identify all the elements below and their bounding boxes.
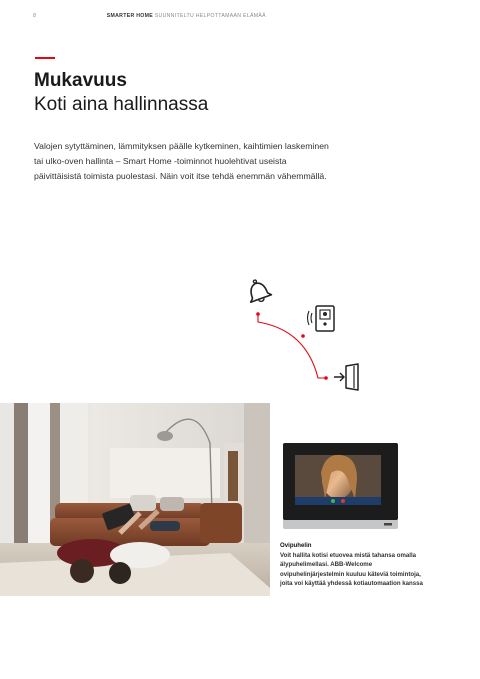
intro-line: tai ulko-oven hallinta – Smart Home -toiminnot huolehtivat useista xyxy=(34,156,287,166)
header-brand: SMARTER HOME xyxy=(106,13,154,19)
connector-dot-mid xyxy=(301,334,305,338)
caption-line: ovipuhelinjärjestelmin kuuluu käteviä toimintoja, xyxy=(280,570,421,578)
caption-line: Voit hallita kotisi etuovea mistä tahansa omalla xyxy=(280,551,417,559)
section-subtitle: Koti aina hallinnassa xyxy=(34,94,209,115)
page-header xyxy=(33,13,266,19)
header-tagline: SUUNNITELTU HELPOTTAMAAN ELÄMÄÄ xyxy=(154,13,266,19)
connector-dot-start xyxy=(256,312,260,316)
caption-line: älypuhelimellasi. ABB-Welcome xyxy=(280,561,373,569)
section-title: Mukavuus xyxy=(34,70,127,91)
intro-paragraph xyxy=(34,139,434,184)
accent-bar xyxy=(35,57,55,59)
connector-dot-end xyxy=(324,376,328,380)
smart-home-diagram xyxy=(236,270,376,400)
door-open-icon xyxy=(334,364,358,390)
page-number: 8 xyxy=(33,13,37,19)
living-room-photo xyxy=(0,403,270,596)
door-station-icon xyxy=(308,306,335,331)
caption-title: Ovipuhelin xyxy=(280,542,312,549)
door-phone-device-image xyxy=(283,443,398,529)
door-phone-caption xyxy=(280,541,455,589)
caption-line: joita voi käyttää yhdessä kotiautomaation kanssa xyxy=(280,580,423,588)
intro-line: Valojen sytyttäminen, lämmityksen päälle kytkeminen, kaihtimien laskeminen xyxy=(34,141,329,151)
intro-line: päivittäisistä toimista puolestasi. Näin voit itse tehdä enemmän vähemmällä. xyxy=(34,171,327,181)
bell-icon xyxy=(244,276,272,305)
